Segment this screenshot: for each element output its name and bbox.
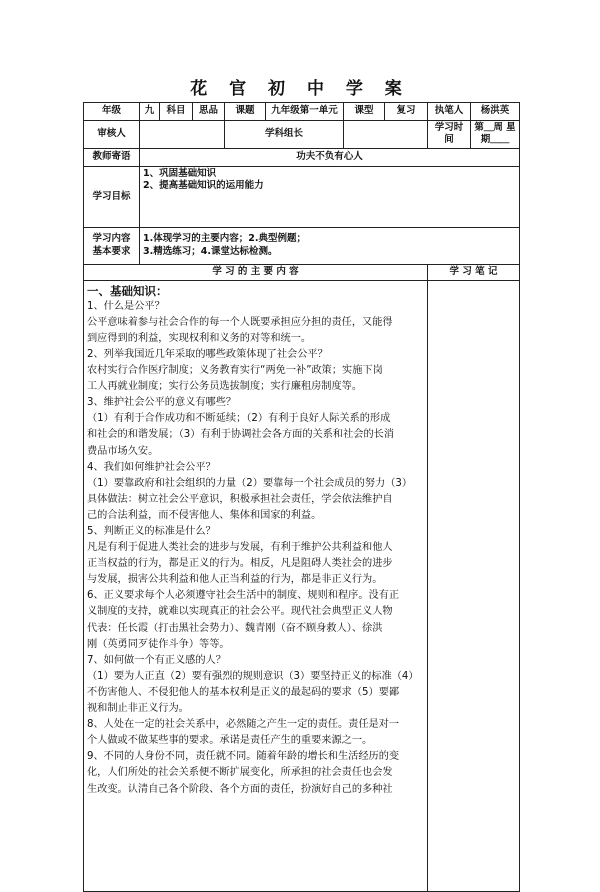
content-line: 6、正义要求每个人必须遵守社会生活中的制度、规则和程序。没有正 [87,590,400,602]
topic-value: 九年级第一单元 [266,103,344,121]
goals-label: 学习目标 [84,166,140,227]
content-line: 2、列举我国近几年采取的哪些政策体现了社会公平？ [87,348,328,360]
content-line: 不伤害他人、不侵犯他人的基本权利是正义的最起码的要求（5）要鄙 [87,686,400,698]
content-line: 义制度的支持，就难以实现真正的社会公平。现代社会典型正义人物 [87,606,393,618]
content-line: 9、不同的人身份不同，责任就不同。随着年龄的增长和生活经历的变 [87,751,400,763]
time-label: 学习时间 [428,121,471,149]
goals-cell [140,166,520,227]
requirements-line: 1.体现学习的主要内容；2.典型例题； [143,233,306,245]
reviewer-value [140,121,225,149]
content-line: 生改变。认清自己各个阶段、各个方面的责任，扮演好自己的多种社 [87,783,393,795]
main-content [84,280,428,891]
content-line: 代表：任长霞（打击黑社会势力）、魏青刚（奋不顾身救人）、徐洪 [87,622,383,634]
type-label: 课型 [344,103,385,121]
content-line: 3、维护社会公平的意义有哪些？ [87,397,237,409]
content-line: 工人再就业制度；实行公务员选拔制度；实行廉租房制度等。 [87,381,363,393]
leader-value [344,121,428,149]
subject-value: 思品 [193,103,225,121]
requirements-label: 学习内容 基本要求 [84,227,140,264]
content-line: 己的合法利益，而不侵害他人、集体和国家的利益。 [87,509,322,521]
content-line: （1）要为人正直（2）要有强烈的规则意识（3）要坚持正义的标准（4） [87,670,419,682]
content-line: （1）要靠政府和社会组织的力量（2）要靠每一个社会成员的努力（3） [87,477,413,489]
content-line: 到应得到的利益，实现权利和义务的对等和统一。 [87,332,312,344]
subject-label: 科目 [160,103,193,121]
content-line: 费品市场久安。 [87,445,159,457]
notes-cell [428,280,520,891]
author-label: 执笔人 [428,103,471,121]
content-line: 公平意味着参与社会合作的每一个人既要承担应分担的责任，又能得 [87,316,393,328]
content-line: 和社会的和谐发展；（3）有利于协调社会各方面的关系和社会的长消 [87,429,395,441]
motto-label: 教师寄语 [84,148,140,166]
content-line: 5、判断正义的标准是什么？ [87,526,216,537]
requirements-line: 3.精选练习；4.课堂达标检测。 [143,245,278,257]
content-line: 与发展，损害公共利益和他人正当利益的行为，都是非正义行为。 [87,574,383,586]
grade-label: 年级 [84,103,140,121]
goal-item: 2、提高基础知识的运用能力 [143,180,264,192]
content-line: 7、如何做一个有正义感的人？ [87,654,226,666]
time-value: 第＿周 星期＿＿ [471,121,520,149]
content-line: （1）有利于合作成功和不断延续；（2）有利于良好人际关系的形成 [87,413,391,425]
section-heading: 一、基础知识： [87,283,168,298]
motto-value: 功夫不负有心人 [140,148,520,166]
content-line: 8、人处在一定的社会关系中，必然随之产生一定的责任。责任是对一 [87,719,400,731]
topic-label: 课题 [225,103,266,121]
content-line: 农村实行合作医疗制度；义务教育实行“两免一补”政策；实施下岗 [87,365,383,377]
content-line: 4、我们如何维护社会公平？ [87,461,216,473]
content-line: 刚（英勇同歹徒作斗争）等等。 [87,638,230,650]
lesson-plan-table [83,102,520,892]
content-line: 1、什么是公平？ [87,300,165,312]
goal-item: 1、巩固基础知识 [143,167,217,179]
type-value: 复习 [385,103,428,121]
content-line: 个人做或不做某些事的要求。承诺是责任产生的重要来源之一。 [87,735,373,747]
content-line: 凡是有利于促进人类社会的进步与发展，有利于维护公共利益和他人 [87,542,393,554]
grade-value: 九 [140,103,160,121]
page-title: 花 官 初 中 学 案 [190,79,410,99]
content-line: 正当权益的行为，都是正义的行为。相反，凡是阻碍人类社会的进步 [87,558,393,570]
author-value: 杨洪英 [471,103,520,121]
content-line: 化，人们所处的社会关系便不断扩展变化，所承担的社会责任也会发 [87,767,393,779]
content-line: 视和制止非正义行为。 [87,703,189,715]
reviewer-label: 审核人 [84,121,140,149]
content-line: 具体做法：树立社会公平意识，积极承担社会责任，学会依法维护自 [87,493,393,505]
leader-label: 学科组长 [225,121,344,149]
requirements-cell [140,227,520,264]
main-content-header: 学 习 的 主 要 内 容 [84,264,428,280]
notes-header: 学 习 笔 记 [428,264,520,280]
